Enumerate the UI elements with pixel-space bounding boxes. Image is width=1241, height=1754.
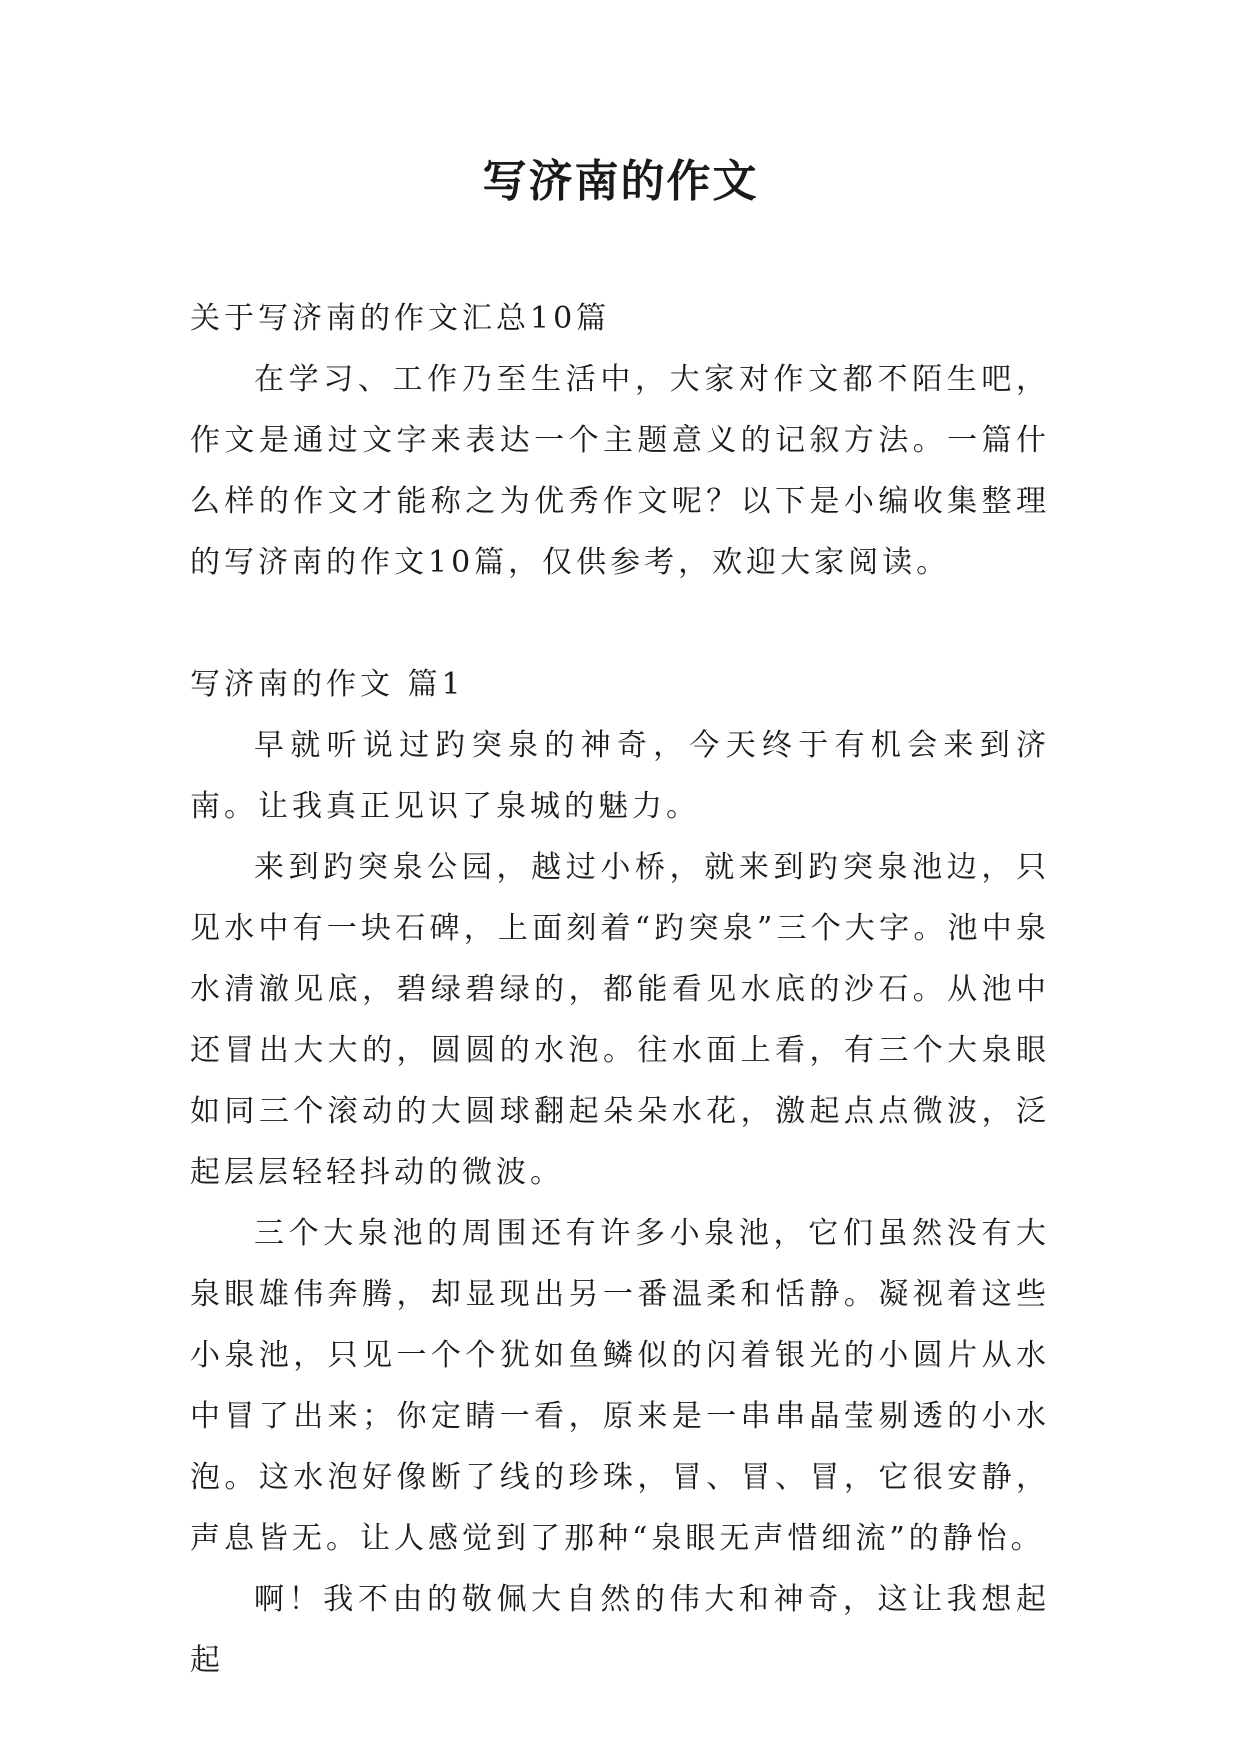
document-title: 写济南的作文 (482, 156, 759, 207)
document-body (190, 288, 1050, 1691)
section-heading: 写济南的作文 篇1 (190, 667, 465, 702)
body-paragraph-2: 来到趵突泉公园，越过小桥，就来到趵突泉池边，只见水中有一块石碑，上面刻着“趵突泉”三个大字。池中泉水清澈见底，碧绿碧绿的，都能看见水底的沙石。从池中还冒出大大的，圆圆的水泡。往水面上看，有三个大泉眼如同三个滚动的大圆球翻起朵朵水花，激起点点微波，泛起层层轻轻抖动的微波。 (190, 850, 1050, 1190)
body-paragraph-4: 啊！我不由的敬佩大自然的伟大和神奇，这让我想起起 (190, 1582, 1050, 1678)
body-paragraph-3: 三个大泉池的周围还有许多小泉池，它们虽然没有大泉眼雄伟奔腾，却显现出另一番温柔和恬静。凝视着这些小泉池，只见一个个犹如鱼鳞似的闪着银光的小圆片从水中冒了出来；你定睛一看，原来是一串串晶莹剔透的小水泡。这水泡好像断了线的珍珠，冒、冒、冒，它很安静，声息皆无。让人感觉到了那种“泉眼无声惜细流”的静怡。 (190, 1216, 1050, 1556)
paragraph-spacer (190, 593, 1050, 654)
document-subtitle: 关于写济南的作文汇总10篇 (190, 301, 611, 336)
intro-paragraph: 在学习、工作乃至生活中，大家对作文都不陌生吧，作文是通过文字来表达一个主题意义的记叙方法。一篇什么样的作文才能称之为优秀作文呢？以下是小编收集整理的写济南的作文10篇，仅供参考，欢迎大家阅读。 (190, 362, 1050, 580)
body-paragraph-1: 早就听说过趵突泉的神奇，今天终于有机会来到济南。让我真正见识了泉城的魅力。 (190, 728, 1050, 824)
